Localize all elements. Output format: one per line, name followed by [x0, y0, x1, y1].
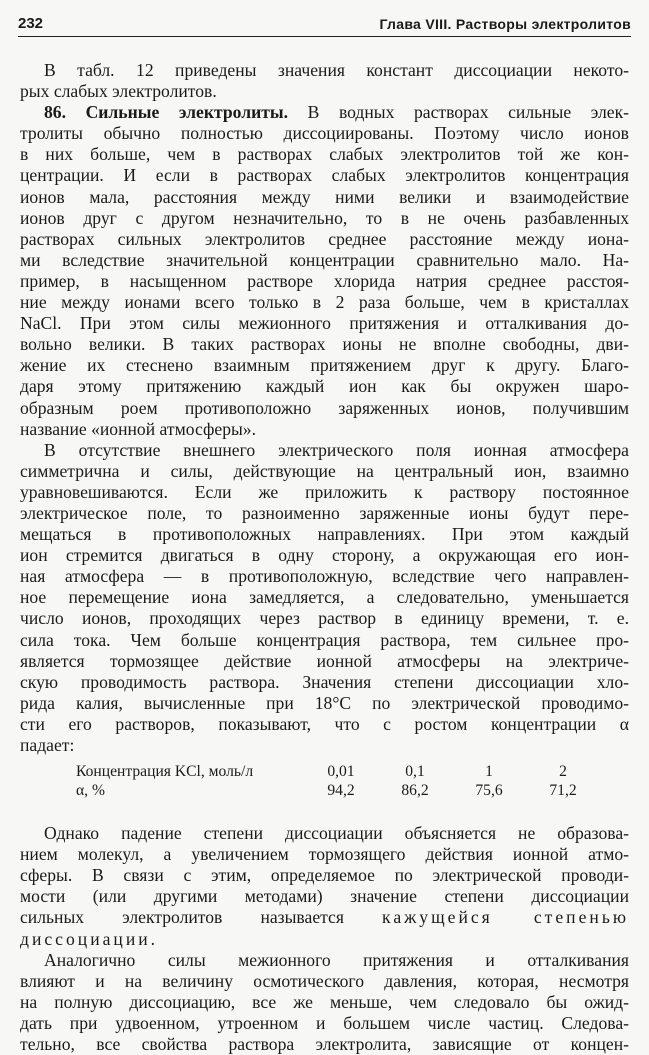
text-line: рида калия, вычисленные при 18°С по электрической проводимо- [20, 692, 629, 713]
running-head: Глава VIII. Растворы электролитов [379, 16, 631, 32]
text-line: скую проводимость раствора. Значения степени диссоциации хло- [20, 671, 629, 692]
page-body [20, 60, 629, 1055]
text-line: сила тока. Чем больше концентрация раствора, тем сильнее про- [20, 629, 629, 650]
text-line: влияют и на величину осмотического давления, которая, несмотря [20, 970, 629, 991]
text-line: тролиты обычно полностью диссоциированы. Поэтому число ионов [20, 123, 629, 144]
text-line: растворах сильных электролитов среднее расстояние между иона- [20, 228, 629, 249]
text-line: название «ионной атмосферы». [20, 418, 257, 439]
table-row-label: α, % [76, 781, 105, 799]
text-line: электрическое поле, то разноименно заряженные ионы будут пере- [20, 502, 629, 523]
table-cell: 71,2 [549, 781, 577, 799]
page-header [18, 14, 631, 37]
text-line: ионов мала, расстояния между ними велики и взаимодействие [20, 186, 629, 207]
dissociation-table [76, 763, 629, 800]
table-cell: 2 [559, 763, 567, 781]
text-line: даря этому притяжению каждый ион как бы окружен шаро- [20, 376, 629, 397]
text-line: ная атмосфера — в противоположную, вследствие чего направлен- [20, 566, 629, 587]
text-line: вольно велики. В таких растворах ионы не вполне свободны, дви- [20, 334, 629, 355]
text-fragment: сильных электролитов называется [20, 907, 344, 928]
table-cell: 94,2 [327, 781, 355, 799]
table-cell: 86,2 [401, 781, 429, 799]
text-line: дать при удвоенном, утроенном и большем числе частиц. Следова- [20, 1012, 629, 1033]
table-cell: 1 [485, 763, 493, 781]
text-line: мости (или другими методами) значение степени диссоциации [20, 886, 629, 907]
text-fragment: В водных растворах сильные элек- [288, 102, 629, 123]
emphasized-term: диссоциации [20, 928, 151, 949]
text-line: В табл. 12 приведены значения констант диссоциации некото- [44, 60, 629, 80]
text-fragment: . [150, 928, 156, 949]
table-cell: 0,01 [327, 763, 355, 781]
emphasized-term: кажущейся степенью [382, 907, 629, 928]
text-line: В отсутствие внешнего электрического поля ионная атмосфера [44, 439, 629, 460]
table-cell: 0,1 [405, 763, 425, 781]
text-line: жение их стеснено взаимным притяжением друг к другу. Благо- [20, 355, 629, 376]
text-line: пример, в насыщенном растворе хлорида натрия среднее расстоя- [20, 270, 629, 291]
text-line: сферы. В связи с этим, определяемое по электрической проводи- [20, 865, 629, 886]
text-line: Однако падение степени диссоциации объясняется не образова- [44, 823, 629, 844]
table-row [76, 782, 629, 801]
section-heading: 86. Сильные электролиты. [44, 102, 288, 123]
table-row [76, 763, 629, 782]
text-line: уравновешиваются. Если же приложить к раствору постоянное [20, 481, 629, 502]
text-line: образным роем противоположно заряженных ионов, получившим [20, 397, 629, 418]
text-line: падает: [20, 735, 75, 755]
spacer [20, 809, 629, 823]
text-line: ионов друг с другом незначительно, то в не очень разбавленных [20, 207, 629, 228]
text-line: Аналогично силы межионного притяжения и отталкивания [44, 949, 629, 970]
table-row-label: Концентрация KCl, моль/л [76, 763, 254, 781]
text-line: на полную диссоциацию, все же меньше, чем следовало бы ожид- [20, 991, 629, 1012]
section-heading-line [20, 102, 629, 123]
table-cell: 75,6 [475, 781, 503, 799]
text-line: нием молекул, а увеличением тормозящего действия ионной атмо- [20, 844, 629, 865]
text-line: тельно, все свойства раствора электролита, зависящие от концен- [20, 1034, 629, 1055]
text-line: ние между ионами всего только в 2 раза больше, чем в кристаллах [20, 292, 629, 313]
text-line: мещаться в противоположных направлениях. При этом каждый [20, 524, 629, 545]
text-line: центрации. И если в растворах слабых электролитов концентрация [20, 165, 629, 186]
text-line: ион стремится двигаться в одну сторону, а окружающая его ион- [20, 545, 629, 566]
text-line: является тормозящее действие ионной атмосферы на электриче- [20, 650, 629, 671]
text-line-with-term [20, 907, 629, 928]
text-line: ми вследствие значительной концентрации сравнительно мало. На- [20, 249, 629, 270]
text-line: рых слабых электролитов. [20, 81, 217, 102]
text-line: в них больше, чем в растворах слабых электролитов той же кон- [20, 144, 629, 165]
text-line: ное перемещение иона замедляется, а следовательно, уменьшается [20, 587, 629, 608]
text-line: сти его растворов, показывают, что с ростом концентрации α [20, 713, 629, 734]
text-line: число ионов, проходящих через раствор в единицу времени, т. е. [20, 608, 629, 629]
page-number: 232 [18, 15, 44, 32]
text-line: симметрична и силы, действующие на центральный ион, взаимно [20, 460, 629, 481]
text-line: NaCl. При этом силы межионного притяжения и отталкивания до- [20, 313, 629, 334]
text-line-with-term [20, 929, 629, 950]
